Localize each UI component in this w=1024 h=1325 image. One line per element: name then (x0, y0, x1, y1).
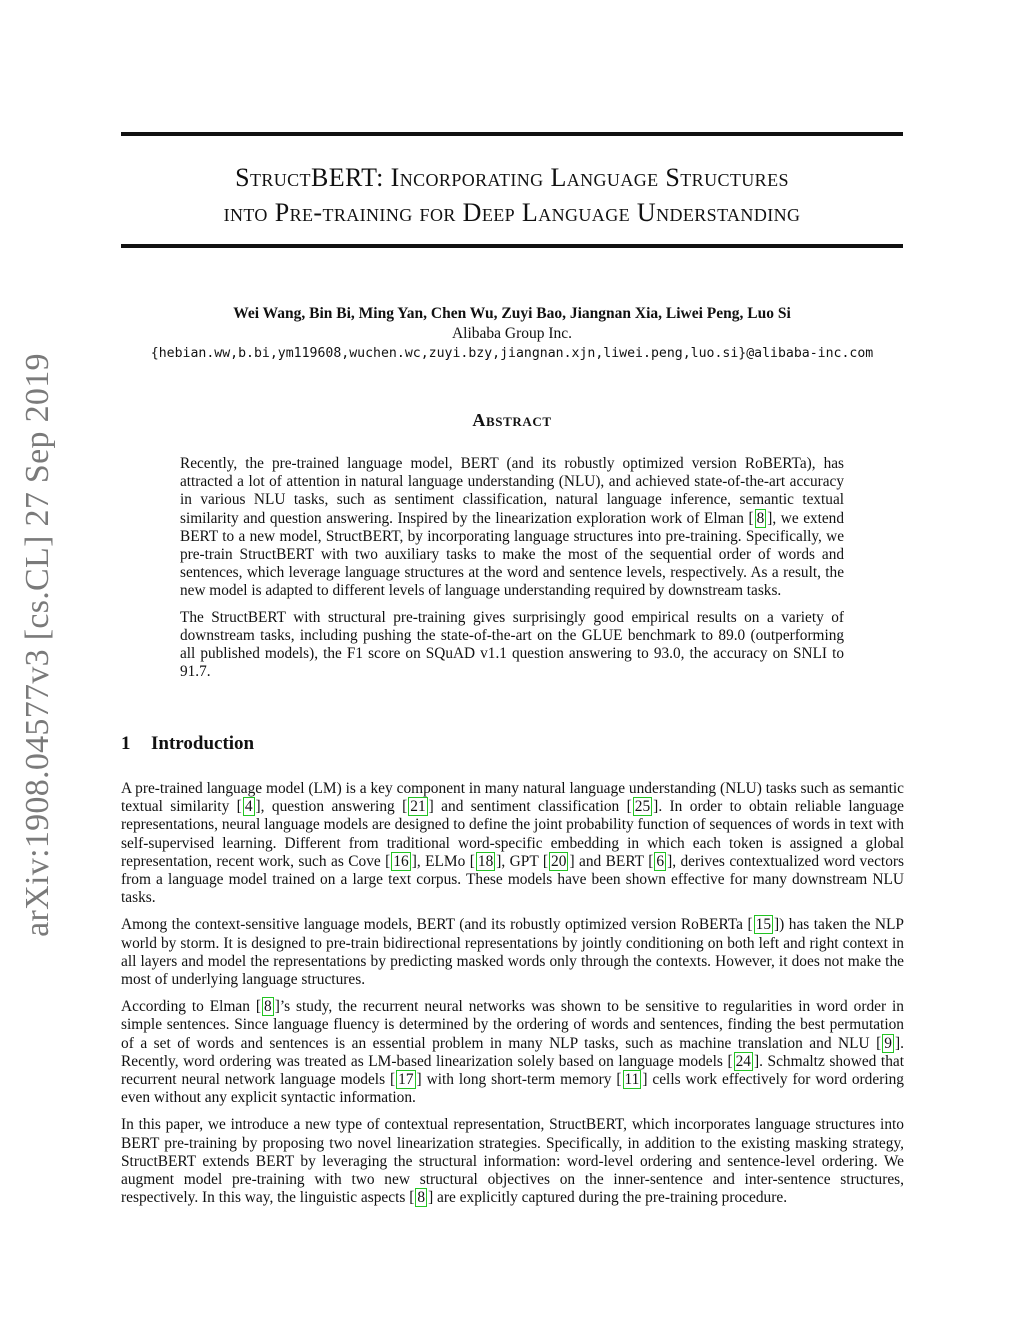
citation-link[interactable]: 8 (264, 998, 272, 1016)
title-rule-top (121, 132, 903, 136)
paragraph-text: , we extend BERT to a new model, StructBERT, by incorporating language structures into pre-training. Specifically, we pre-train StructBERT with two auxiliary tasks to make the most of the sequential order of words and sentences, which leverage language structures at the word and sentence levels, respectively. As a result, the new model is adapted to different levels of language understanding required by downstream tasks. (180, 509, 844, 600)
paragraph-text: are explicitly captured during the pre-training procedure. (433, 1189, 788, 1207)
abstract-heading: Abstract (472, 410, 552, 430)
author-emails: {hebian.ww,b.bi,ym119608,wuchen.wc,zuyi.bzy,jiangnan.xjn,liwei.peng,luo.si}@alibaba-inc.com (150, 346, 874, 361)
affiliation: Alibaba Group Inc. (451, 325, 573, 342)
paragraph-text: ) has taken the NLP world by storm. It is designed to pre-train bidirectional representations by jointly conditioning on both left and right context in all layers and model the representations by predicting masked words only through the contexts. However, it does not make the most of underlying language structures. (121, 916, 904, 989)
citation-link[interactable]: 9 (884, 1034, 892, 1052)
paragraph-text: and sentiment classification (433, 798, 627, 816)
abstract-paragraph-1: Recently, the pre-trained language model, BERT (and its robustly optimized version RoBERTa), has attracted a lot of attention in natural language understanding (NLU), and achieved state-of-the-art accuracy in various NLU tasks, such as sentiment classification, natural language inference, semantic textual similarity and question answering. Inspired by the linearization exploration work of Elman [ 8 ], we extend BERT to a new model, StructBERT, by incorporating language structures into pre-training. Specifically, we pre-train StructBERT with two auxiliary tasks to make the most of the sequential order of words and sentences, which leverage language structures at the word and sentence levels, respectively. As a result, the new model is adapted to different levels of language understanding required by downstream tasks. (180, 455, 844, 600)
paragraph-text: According to Elman (121, 998, 256, 1016)
paragraph-text: In this paper, we introduce a new type of contextual representation, StructBERT, which incorporates language structures into BERT pre-training by proposing two novel linearization strategies. Specifically, in addition to the existing masking strategy, StructBERT extends BERT by leveraging the structural information: word-level ordering and sentence-level ordering. We augment model pre-training with two new structural objectives on the inner-sentence and inter-sentence structures, respectively. In this way, the linguistic aspects (121, 1116, 904, 1207)
abstract (180, 455, 844, 689)
paragraph-text: ’s study, the recurrent neural networks was shown to be sensitive to regularities in word order in simple sentences. Since language fluency is determined by the ordering of words and sentences, finding the best permutation of a set of words and sentences is an essential problem in many NLP tasks, such as machine translation and NLU (121, 998, 904, 1052)
paragraph-text: . In order to obtain reliable language representations, neural language models are designed to define the joint probability function of sequences of words in text with self-supervised learning. Different from traditional word-specific embedding in which each token is assigned a global representation, recent work, such as Cove (121, 798, 904, 870)
section-number: 1 (121, 733, 131, 754)
citation-link[interactable]: 25 (634, 798, 651, 816)
citation-link[interactable]: 16 (393, 852, 409, 870)
citation-link[interactable]: 11 (624, 1071, 640, 1089)
paragraph-text: . Schmaltz showed that recurrent neural network language models (121, 1052, 904, 1089)
intro-paragraph-1: A pre-trained language model (LM) is a key component in many natural language understanding (NLU) tasks such as semantic textual similarity [ 4 ], question answering [ 21 ] and sentiment classification [ 25 ]. In order to obtain reliable language representations, neural language models are designed to define the joint probability function of sequences of words in text with self-supervised learning. Different from traditional word-specific embedding in which each token is assigned a global representation, recent work, such as Cove [ 16 ], ELMo [ 18 ], GPT [ 20 ] and BERT [ 6 ], derives contextualized word vectors from a language model trained on a large text corpus. These models have been shown effective for many downstream NLU tasks. (121, 780, 905, 907)
paragraph-text: Among the context-sensitive language models, BERT (and its robustly optimized version RoBERTa (121, 916, 748, 934)
intro-paragraph-2: Among the context-sensitive language models, BERT (and its robustly optimized version RoBERTa [ 15 ]) has taken the NLP world by storm. It is designed to pre-train bidirectional representations by jointly conditioning on both left and right context in all layers and model the representations by predicting masked words only through the contexts. However, it does not make the most of underlying language structures. (121, 916, 904, 989)
paragraph-text: A pre-trained language model (LM) is a key component in many natural language understanding (NLU) tasks such as semantic textual similarity (121, 780, 904, 816)
citation-link[interactable]: 17 (398, 1071, 414, 1089)
citation-link[interactable]: 20 (551, 852, 567, 870)
citation-link[interactable]: 18 (477, 852, 494, 870)
paragraph-text: Recently, the pre-trained language model, BERT (and its robustly optimized version RoBERTa), has attracted a lot of attention in natural language understanding (NLU), and achieved state-of-the-art accuracy in various NLU tasks, such as sentiment classification, natural language inference, semantic textual similarity and question answering. Inspired by the linearization exploration work of Elman (180, 455, 844, 527)
citation-link[interactable]: 8 (756, 509, 765, 527)
section-title: Introduction (151, 733, 255, 754)
citation-link[interactable]: 4 (244, 798, 253, 816)
intro-paragraph-4: In this paper, we introduce a new type of contextual representation, StructBERT, which incorporates language structures into BERT pre-training by proposing two novel linearization strategies. Specifically, in addition to the existing masking strategy, StructBERT extends BERT by leveraging the structural information: word-level ordering and sentence-level ordering. We augment model pre-training with two new structural objectives on the inner-sentence and inter-sentence structures, respectively. In this way, the linguistic aspects [ 8 ] are explicitly captured during the pre-training procedure. (121, 1116, 904, 1207)
paragraph-text: . Recently, word ordering was treated as LM-based linearization solely based on language models (121, 1034, 904, 1070)
intro-paragraph-3: According to Elman [ 8 ]’s study, the recurrent neural networks was shown to be sensitive to regularities in word order in simple sentences. Since language fluency is determined by the ordering of words and sentences, finding the best permutation of a set of words and sentences is an essential problem in many NLP tasks, such as machine translation and NLU [ 9 ]. Recently, word ordering was treated as LM-based linearization solely based on language models [ 24 ]. Schmaltz showed that recurrent neural network language models [ 17 ] with long short-term memory [ 11 ] cells work effectively for word ordering even without any explicit syntactic information. (121, 998, 904, 1107)
paragraph-text: , ELMo (416, 852, 470, 870)
paragraph-text: , derives contextualized word vectors from a language model trained on a large text corpus. These models have been shown effective for many downstream NLU tasks. (121, 852, 905, 907)
citation-link[interactable]: 24 (735, 1052, 751, 1070)
title-rule-bottom (121, 244, 903, 248)
citation-link[interactable]: 8 (417, 1189, 426, 1207)
paragraph-text: , question answering (260, 798, 403, 816)
author-names: Wei Wang, Bin Bi, Ming Yan, Chen Wu, Zuyi Bao, Jiangnan Xia, Liwei Peng, Luo Si (233, 305, 791, 322)
citation-link[interactable]: 6 (656, 852, 665, 870)
title-line-2: into Pre-training for Deep Language Understanding (223, 198, 801, 227)
paper-title (121, 160, 903, 230)
paragraph-text: , GPT (501, 852, 543, 870)
paragraph-text: cells work effectively for word ordering even without any explicit syntactic information. (121, 1071, 904, 1107)
introduction-body (121, 780, 904, 1216)
title-line-1: StructBERT: Incorporating Language Structures (235, 163, 789, 192)
citation-link[interactable]: 21 (410, 798, 426, 816)
author-block (0, 304, 1024, 364)
section-heading (121, 733, 254, 755)
paragraph-text: and BERT (574, 852, 649, 870)
citation-link[interactable]: 15 (755, 916, 772, 934)
abstract-paragraph-2: The StructBERT with structural pre-training gives surprisingly good empirical results on a variety of downstream tasks, including pushing the state-of-the-art on the GLUE benchmark to 89.0 (outperforming all published models), the F1 score on SQuAD v1.1 question answering to 93.0, the accuracy on SNLI to 91.7. (180, 608, 844, 681)
paragraph-text: with long short-term memory (421, 1071, 617, 1089)
